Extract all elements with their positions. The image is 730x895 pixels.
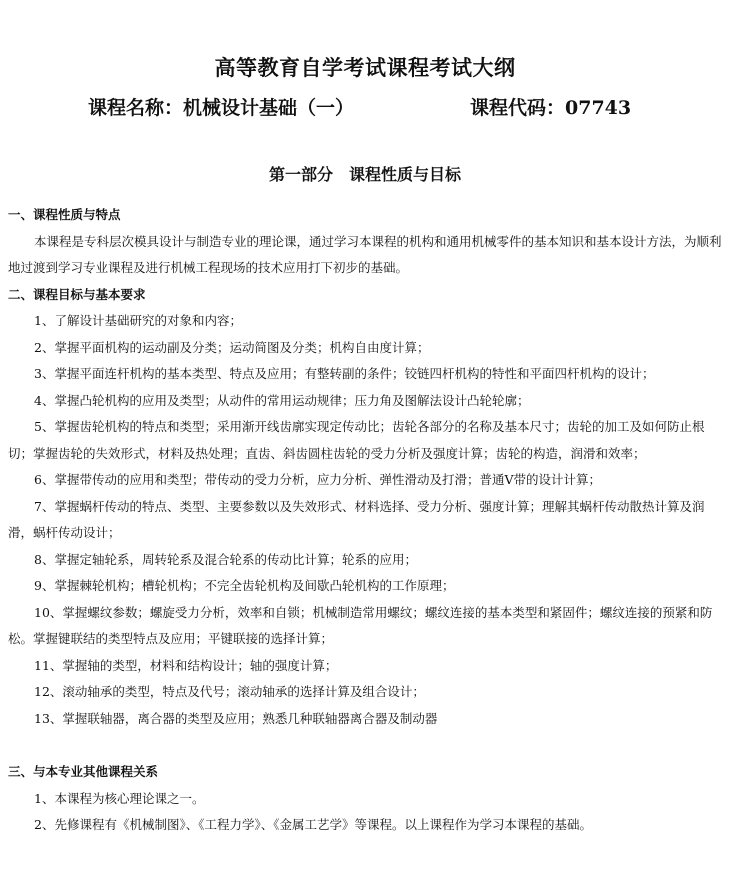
- objective-item-8: 8、掌握定轴轮系，周转轮系及混合轮系的传动比计算；轮系的应用；: [34, 551, 417, 567]
- document-body: [8, 202, 722, 839]
- objective-item-1: 1、了解设计基础研究的对象和内容；: [34, 313, 242, 328]
- course-code: 课程代码：07743: [470, 97, 632, 119]
- objective-item-12: 12、滚动轴承的类型，特点及代号；滚动轴承的选择计算及组合设计；: [34, 684, 425, 699]
- section-heading-objectives: 二、课程目标与基本要求: [8, 286, 146, 302]
- section-paragraph-nature: 本课程是专科层次模具设计与制造专业的理论课，通过学习本课程的机构和通用机械零件的基本知识和基本设计方法，为顺利地过渡到学习专业课程及进行机械工程现场的技术应用打下初步的基础。: [8, 233, 722, 275]
- objective-item-9: 9、掌握棘轮机构；槽轮机构；不完全齿轮机构及间歇凸轮机构的工作原理；: [34, 578, 455, 593]
- objective-item-10: 10、掌握螺纹参数；螺旋受力分析，效率和自锁；机械制造常用螺纹；螺纹连接的基本类型和紧固件；螺纹连接的预紧和防松。掌握键联结的类型特点及应用；平键联接的选择计算；: [8, 604, 713, 646]
- section-heading-relations: 三、与本专业其他课程关系: [8, 764, 159, 779]
- objective-item-11: 11、掌握轴的类型，材料和结构设计；轴的强度计算；: [34, 657, 338, 673]
- relation-item-2: 2、先修课程有《机械制图》、《工程力学》、《金属工艺学》等课程。以上课程作为学习本课程的基础。: [34, 817, 592, 832]
- relation-item-1: 1、本课程为核心理论课之一。: [34, 790, 205, 806]
- objective-item-2: 2、掌握平面机构的运动副及分类；运动简图及分类；机构自由度计算；: [34, 339, 430, 355]
- part-title: 第一部分 课程性质与目标: [268, 165, 461, 184]
- objective-item-7: 7、掌握蜗杆传动的特点、类型、主要参数以及失效形式、材料选择、受力分析、强度计算；理解其蜗杆传动散热计算及润滑，蜗杆传动设计；: [8, 498, 705, 540]
- objective-item-13: 13、掌握联轴器，离合器的类型及应用；熟悉几种联轴器离合器及制动器: [34, 710, 438, 726]
- course-name: 课程名称：机械设计基础（一）: [88, 97, 355, 119]
- objective-item-5: 5、掌握齿轮机构的特点和类型；采用渐开线齿廓实现定传动比；齿轮各部分的名称及基本尺寸；齿轮的加工及如何防止根切；掌握齿轮的失效形式，材料及热处理；直齿、斜齿圆柱齿轮的受力分析及强度计算；齿轮的构造，润滑和效率；: [8, 419, 705, 461]
- section-spacer: [8, 732, 722, 759]
- document-title: 高等教育自学考试课程考试大纲: [214, 55, 516, 80]
- objective-item-6: 6、掌握带传动的应用和类型；带传动的受力分析，应力分析、弹性滑动及打滑；普通V带的设计计算；: [34, 472, 601, 487]
- objective-item-4: 4、掌握凸轮机构的应用及类型；从动件的常用运动规律；压力角及图解法设计凸轮轮廓；: [34, 392, 530, 408]
- objective-item-3: 3、掌握平面连杆机构的基本类型、特点及应用；有整转副的条件；铰链四杆机构的特性和平面四杆机构的设计；: [34, 366, 655, 381]
- section-heading-nature: 一、课程性质与特点: [8, 207, 121, 222]
